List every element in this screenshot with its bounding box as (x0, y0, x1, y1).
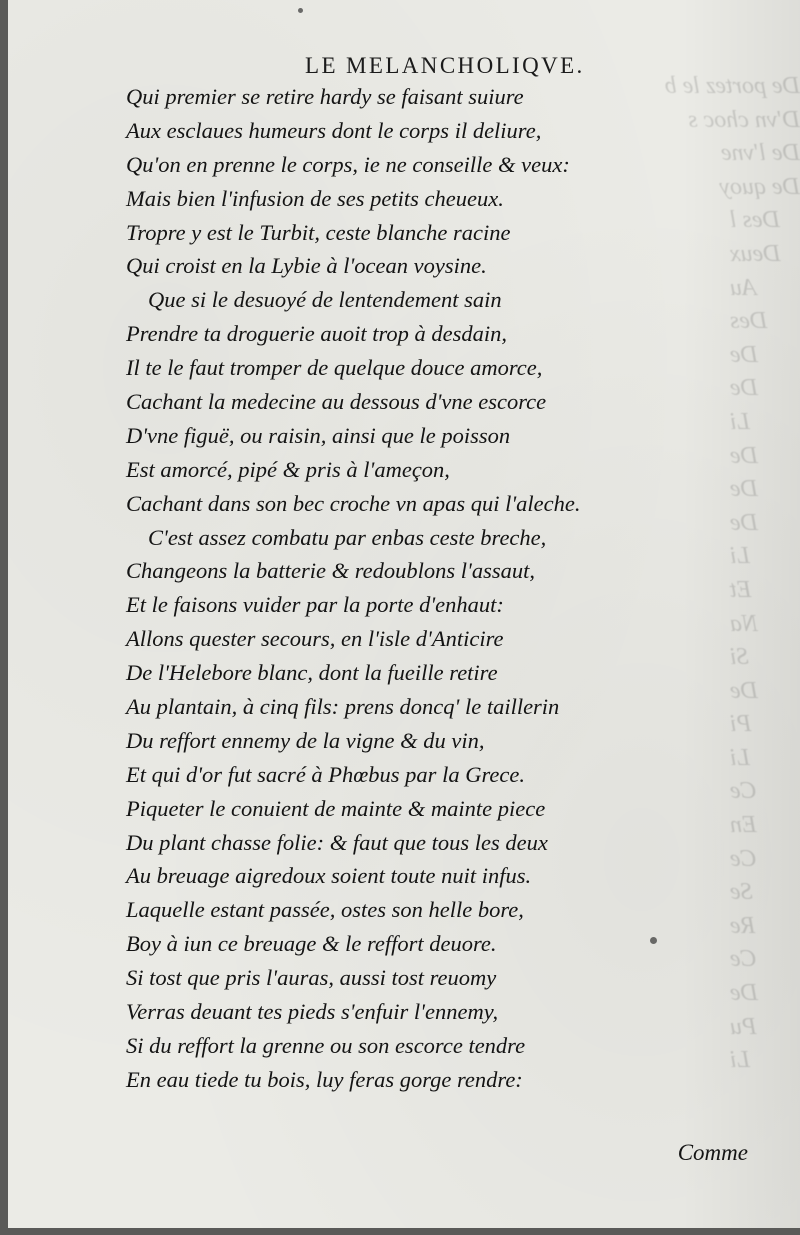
verse-line: Et le faisons vuider par la porte d'enhaut: (126, 592, 504, 618)
verse-line: Cachant la medecine au dessous d'vne escorce (126, 389, 547, 415)
verse-line: Piqueter le conuient de mainte & mainte piece (126, 795, 546, 821)
verse-line: Changeons la batterie & redoublons l'assaut, (126, 558, 535, 584)
verse-line: Si tost que pris l'auras, aussi tost reuomy (126, 965, 497, 991)
ink-speck (298, 8, 303, 13)
catchword: Comme (677, 1140, 748, 1165)
verse-line: De l'Helebore blanc, dont la fueille retire (126, 660, 498, 686)
verse-line: Cachant dans son bec croche vn apas qui l'aleche. (126, 490, 581, 516)
verse-line: Au plantain, à cinq fils: prens doncq' le taillerin (126, 694, 560, 720)
verse-line: Laquelle estant passée, ostes son helle bore, (126, 897, 524, 923)
verse-line: C'est assez combatu par enbas ceste breche, (148, 524, 547, 550)
verse-line: Qui croist en la Lybie à l'ocean voysine. (126, 253, 487, 279)
verse-line: D'vne figuë, ou raisin, ainsi que le poisson (126, 422, 511, 448)
verse-line: Qui premier se retire hardy se faisant suiure (126, 84, 524, 109)
show-through-text: De portez le b D'vn choc s De l'vne De quoy Des l Deux Au Des De De Li De De De Li Et Na Si De Pi Li Ce En Ce Se Re Ce De Pu Li (664, 73, 800, 1074)
verse-line: Prendre ta droguerie auoit trop à desdain, (126, 321, 508, 347)
verse-line: Allons quester secours, en l'isle d'Anticire (126, 626, 504, 652)
verse-line: Mais bien l'infusion de ses petits cheueux. (126, 185, 504, 211)
verse-line: Et qui d'or fut sacré à Phœbus par la Grece. (126, 761, 525, 787)
verse-line: En eau tiede tu bois, luy feras gorge rendre: (126, 1066, 523, 1092)
verse-line: Qu'on en prenne le corps, ie ne conseille & veux: (126, 151, 570, 177)
verse-block (126, 80, 746, 1097)
verse-line: Du reffort ennemy de la vigne & du vin, (126, 727, 485, 753)
verse-line: Verras deuant tes pieds s'enfuir l'ennemy, (126, 999, 499, 1025)
book-page (8, 0, 800, 1228)
verse-line: Il te le faut tromper de quelque douce amorce, (126, 355, 543, 381)
verse-line: Boy à iun ce breuage & le reffort deuore. (126, 931, 497, 957)
verse-line: Au breuage aigredoux soient toute nuit infus. (126, 863, 532, 889)
running-head: LE MELANCHOLIQVE. (305, 53, 585, 78)
verse-line: Si du reffort la grenne ou son escorce tendre (126, 1032, 526, 1058)
verse-line: Aux esclaues humeurs dont le corps il deliure, (126, 117, 542, 143)
verse-line: Que si le desuoyé de lentendement sain (148, 287, 502, 313)
verse-line: Du plant chasse folie: & faut que tous les deux (126, 829, 548, 855)
verse-line: Est amorcé, pipé & pris à l'ameçon, (126, 456, 450, 482)
verse-line: Tropre y est le Turbit, ceste blanche racine (126, 219, 511, 245)
